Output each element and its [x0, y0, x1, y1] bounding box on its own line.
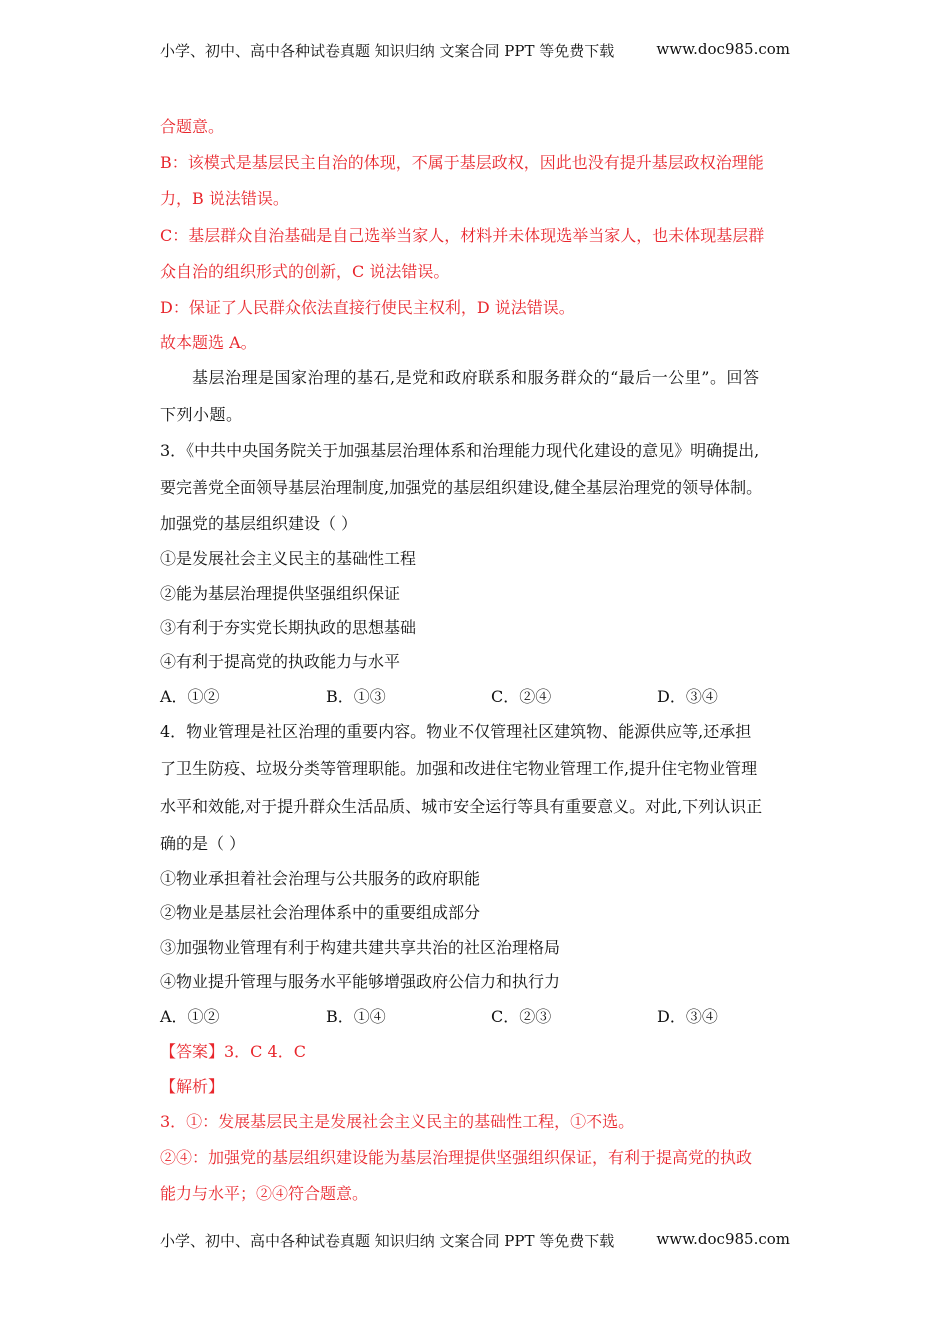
header-tagline: 小学、初中、高中各种试卷真题 知识归纳 文案合同 PPT 等免费下载 [160, 42, 615, 60]
page-footer [160, 1230, 790, 1251]
analysis-line: 能力与水平；②④符合题意。 [160, 1184, 369, 1203]
q4-statement: ③加强物业管理有利于构建共建共享共治的社区治理格局 [160, 938, 561, 957]
q3-option-a: A．①② [160, 687, 220, 706]
prev-analysis-line: D：保证了人民群众依法直接行使民主权利，D 说法错误。 [160, 298, 575, 317]
q3-stem-line: 要完善党全面领导基层治理制度,加强党的基层组织建设,健全基层治理党的领导体制。 [160, 478, 763, 497]
prev-analysis-line: 力，B 说法错误。 [160, 189, 289, 208]
q4-statement: ④物业提升管理与服务水平能够增强政府公信力和执行力 [160, 972, 561, 991]
q4-statement: ②物业是基层社会治理体系中的重要组成部分 [160, 903, 481, 922]
analysis-line: 3．①：发展基层民主是发展社会主义民主的基础性工程，①不选。 [160, 1112, 635, 1131]
q3-statement: ③有利于夯实党长期执政的思想基础 [160, 618, 417, 637]
q3-stem-line: 加强党的基层组织建设（ ） [160, 514, 358, 533]
passage-line: 下列小题。 [160, 405, 243, 424]
header-site: www.doc985.com [656, 40, 790, 58]
prev-conclusion: 故本题选 A。 [160, 333, 257, 352]
prev-analysis-line: 合题意。 [160, 117, 225, 136]
page-header [160, 40, 790, 61]
q3-statement: ④有利于提高党的执政能力与水平 [160, 652, 401, 671]
prev-analysis-line: 众自治的组织形式的创新，C 说法错误。 [160, 262, 450, 281]
q4-option-c: C．②③ [491, 1007, 552, 1026]
q3-stem-line: 3．《中共中央国务院关于加强基层治理体系和治理能力现代化建设的意见》明确提出, [160, 441, 760, 460]
q3-statement: ②能为基层治理提供坚强组织保证 [160, 584, 401, 603]
answer-line: 【答案】3．C 4．C [160, 1042, 306, 1061]
q3-option-c: C．②④ [491, 687, 552, 706]
q4-statement: ①物业承担着社会治理与公共服务的政府职能 [160, 869, 481, 888]
footer-site: www.doc985.com [656, 1230, 790, 1248]
q3-statement: ①是发展社会主义民主的基础性工程 [160, 549, 417, 568]
prev-analysis-line: C：基层群众自治基础是自己选举当家人，材料并未体现选举当家人，也未体现基层群 [160, 226, 765, 245]
analysis-line: ②④：加强党的基层组织建设能为基层治理提供坚强组织保证，有利于提高党的执政 [160, 1148, 753, 1167]
prev-analysis-line: B：该模式是基层民主自治的体现，不属于基层政权，因此也没有提升基层政权治理能 [160, 153, 764, 172]
q4-stem-line: 了卫生防疫、垃圾分类等管理职能。加强和改进住宅物业管理工作,提升住宅物业管理 [160, 759, 758, 778]
q4-stem-line: 4．物业管理是社区治理的重要内容。物业不仅管理社区建筑物、能源供应等,还承担 [160, 722, 752, 741]
q3-option-b: B．①③ [326, 687, 386, 706]
q4-option-d: D．③④ [657, 1007, 718, 1026]
q4-stem-line: 水平和效能,对于提升群众生活品质、城市安全运行等具有重要意义。对此,下列认识正 [160, 797, 763, 816]
passage-line: 基层治理是国家治理的基石,是党和政府联系和服务群众的“最后一公里”。回答 [192, 368, 760, 387]
footer-tagline: 小学、初中、高中各种试卷真题 知识归纳 文案合同 PPT 等免费下载 [160, 1232, 615, 1250]
q4-stem-line: 确的是（ ） [160, 834, 246, 853]
q4-option-b: B．①④ [326, 1007, 386, 1026]
q4-option-a: A．①② [160, 1007, 220, 1026]
analysis-label: 【解析】 [160, 1077, 225, 1096]
q3-option-d: D．③④ [657, 687, 718, 706]
